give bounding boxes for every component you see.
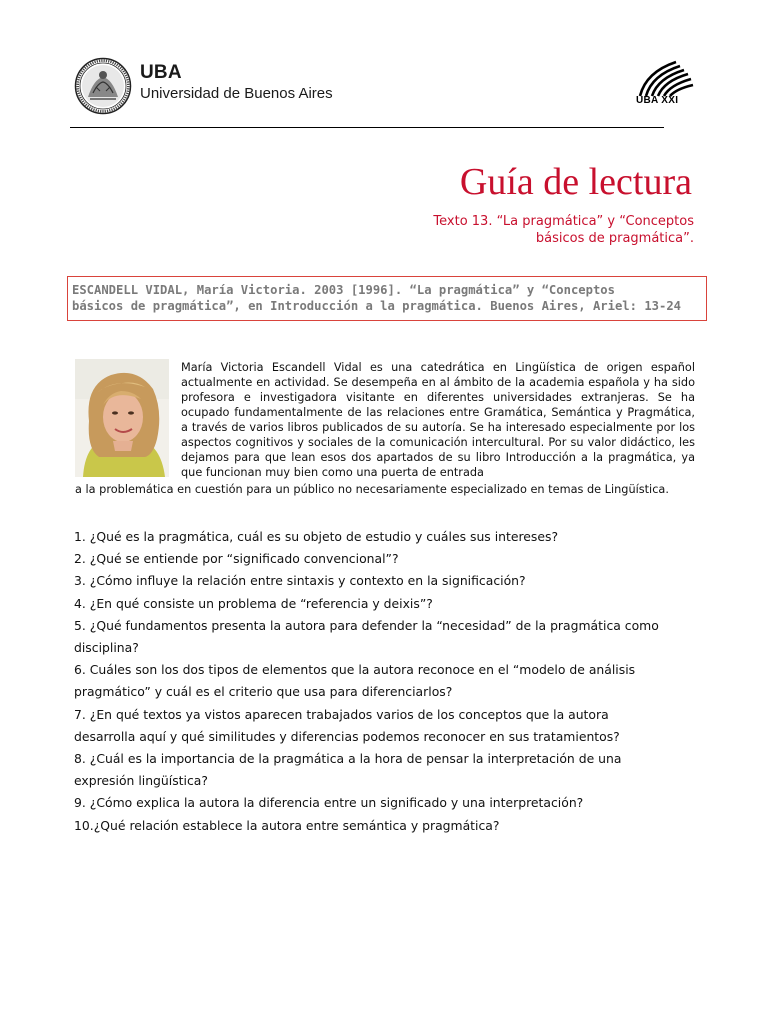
question-line: 5. ¿Qué fundamentos presenta la autora para defender la “necesidad” de la pragmática como: [74, 617, 659, 633]
document-title: Guía de lectura: [459, 161, 692, 203]
uba-xxi-logo-icon: [636, 60, 694, 98]
citation-box: [67, 276, 707, 321]
citation-text: [72, 282, 704, 314]
question-line: 1. ¿Qué es la pragmática, cuál es su objeto de estudio y cuáles sus intereses?: [74, 529, 559, 544]
question-line: pragmático” y cuál es el criterio que usa para diferenciarlos?: [74, 684, 453, 700]
question-line: 7. ¿En qué textos ya vistos aparecen trabajados varios de los conceptos que la autora: [74, 706, 609, 722]
author-photo: [75, 359, 169, 477]
question-line: 9. ¿Cómo explica la autora la diferencia entre un significado y una interpretación?: [74, 795, 584, 811]
author-bio-tail: a la problemática en cuestión para un público no necesariamente especializado en temas de Lingüística.: [75, 483, 669, 496]
question-line: 10.¿Qué relación establece la autora entre semántica y pragmática?: [74, 817, 500, 833]
question-list: [74, 526, 714, 837]
uba-xxi-label: UBA XXI: [636, 95, 679, 106]
citation-line-1: ESCANDELL VIDAL, María Victoria. 2003 [1996]. “La pragmática” y “Conceptos: [72, 283, 615, 297]
question-line: 3. ¿Cómo influye la relación entre sintaxis y contexto en la significación?: [74, 573, 526, 589]
uba-wordmark: UBA: [140, 62, 182, 83]
subtitle-line-1: Texto 13. “La pragmática” y “Conceptos: [433, 214, 694, 229]
question-line: 4. ¿En qué consiste un problema de “referencia y deixis”?: [74, 595, 433, 611]
question-line: disciplina?: [74, 640, 139, 656]
document-subtitle: [334, 213, 694, 247]
question-line: desarrolla aquí y qué similitudes y diferencias podemos reconocer en sus tratamientos?: [74, 728, 620, 744]
subtitle-line-2: básicos de pragmática”.: [535, 231, 694, 246]
header-divider: [70, 127, 664, 128]
uba-university-name: Universidad de Buenos Aires: [140, 85, 333, 102]
citation-line-2: básicos de pragmática”, en Introducción a la pragmática. Buenos Aires, Ariel: 13-24: [72, 299, 682, 313]
question-line: expresión lingüística?: [74, 773, 208, 789]
author-bio: María Victoria Escandell Vidal es una catedrática en Lingüística de origen español actualmente en actividad. Se desempeña en al ámbito de la academia española y ha sido profesora e investigadora visitante en diferentes universidades extranjeras. Se ha ocupado fundamentalmente de las relaciones entre Gramática, Semántica y Pragmática, a través de varios libros publicados de su autoría. Se ha interesado especialmente por los aspectos cognitivos y sociales de la comunicación intercultural. Por su valor didáctico, les dejamos para que lean esos dos apartados de su libro Introducción a la pragmática, ya que funcionan muy bien como una puerta de entrada: [181, 361, 695, 479]
question-line: 6. Cuáles son los dos tipos de elementos que la autora reconoce en el “modelo de análisis: [74, 662, 636, 678]
question-line: 8. ¿Cuál es la importancia de la pragmática a la hora de pensar la interpretación de una: [74, 751, 622, 767]
uba-seal-icon: [74, 57, 132, 115]
question-line: 2. ¿Qué se entiende por “significado convencional”?: [74, 551, 399, 567]
